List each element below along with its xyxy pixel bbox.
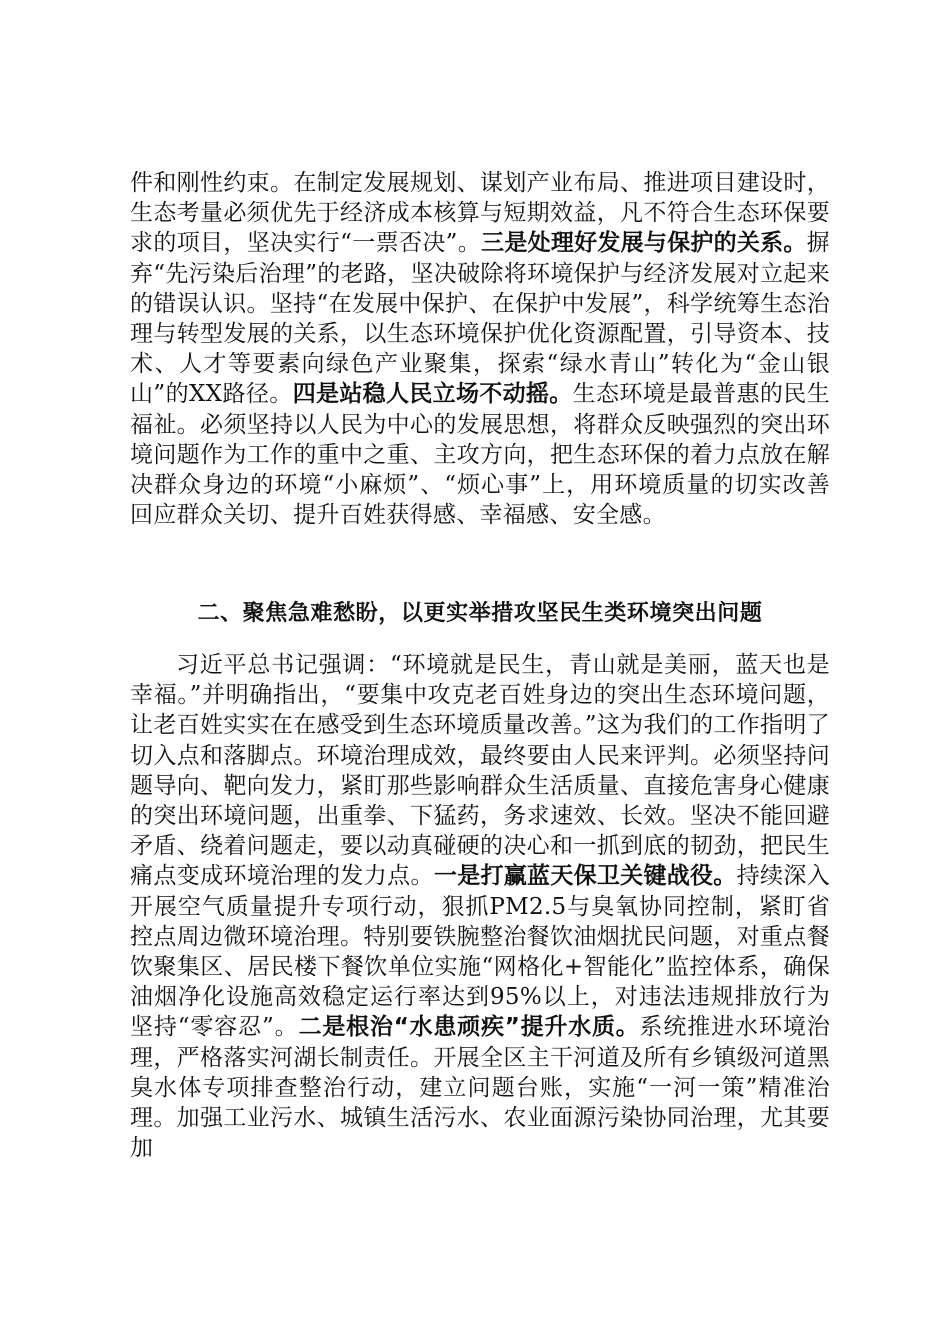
paragraph-2-text-1: 习近平总书记强调：“环境就是民生，青山就是美丽，蓝天也是幸福。”并明确指出，“要集中攻克老百姓身边的突出生态环境问题，让老百姓实实在在感受到生态环境质量改善。”这为我们的工作指明了切入点和落脚点。环境治理成效，最终要由人民来评判。必须坚持问题导向、靶向发力，紧盯那些影响群众生活质量、直接危害身心健康的突出环境问题，出重拳、下猛药，务求速效、长效。坚决不能回避矛盾、绕着问题走，要以动真碰硬的决心和一抓到底的韧劲，把民生痛点变成环境治理的发力点。 (130, 652, 830, 890)
paragraph-2-text-2: 持续深入开展空气质量提升专项行动，狠抓PM2.5与臭氧协同控制，紧盯省控点周边微环境治理。特别要铁腕整治餐饮油烟扰民问题，对重点餐饮聚集区、居民楼下餐饮单位实施“网格化+智能化”监控体系，确保油烟净化设施高效稳定运行率达到95%以上，对违法违规排放行为坚持“零容忍”。 (130, 863, 830, 1041)
paragraph-2-bold-point-2: 二是根治“水患顽疾”提升水质。 (298, 1014, 640, 1041)
section-heading: 二、聚焦急难愁盼，以更实举措攻坚民生类环境突出问题 (197, 601, 763, 626)
paragraph-1-text-3: 生态环境是最普惠的民生福祉。必须坚持以人民为中心的发展思想，将群众反映强烈的突出环境问题作为工作的重中之重、主攻方向，把生态环保的着力点放在解决群众身边的环境“小麻烦”、“烦心事”上，用环境质量的切实改善回应群众关切、提升百姓获得感、幸福感、安全感。 (130, 381, 830, 529)
paragraph-2-text-3: 系统推进水环境治理，严格落实河湖长制责任。开展全区主干河道及所有乡镇级河道黑臭水体专项排查整治行动，建立问题台账，实施“一河一策”精准治理。加强工业污水、城镇生活污水、农业面源污染协同治理，尤其要加 (130, 1014, 831, 1162)
paragraph-1-bold-point-3: 三是处理好发展与保护的关系。 (481, 230, 807, 257)
paragraph-2-bold-point-1: 一是打赢蓝天保卫关键战役。 (433, 863, 737, 890)
paragraph-1-bold-point-4: 四是站稳人民立场不动摇。 (292, 381, 573, 408)
paragraph-1 (130, 168, 830, 530)
paragraph-1-text-1: 件和刚性约束。在制定发展规划、谋划产业布局、推进项目建设时，生态考量必须优先于经济成本核算与短期效益，凡不符合生态环保要求的项目，坚决实行“一票否决”。 (130, 170, 830, 257)
paragraph-1-text-2: 摒弃“先污染后治理”的老路，坚决破除将环境保护与经济发展对立起来的错误认识。坚持“在发展中保护、在保护中发展”，科学统筹生态治理与转型发展的关系，以生态环境保护优化资源配置，引导资本、技术、人才等要素向绿色产业聚集，探索“绿水青山”转化为“金山银山”的XX路径。 (130, 230, 830, 408)
paragraph-2 (130, 650, 830, 1163)
